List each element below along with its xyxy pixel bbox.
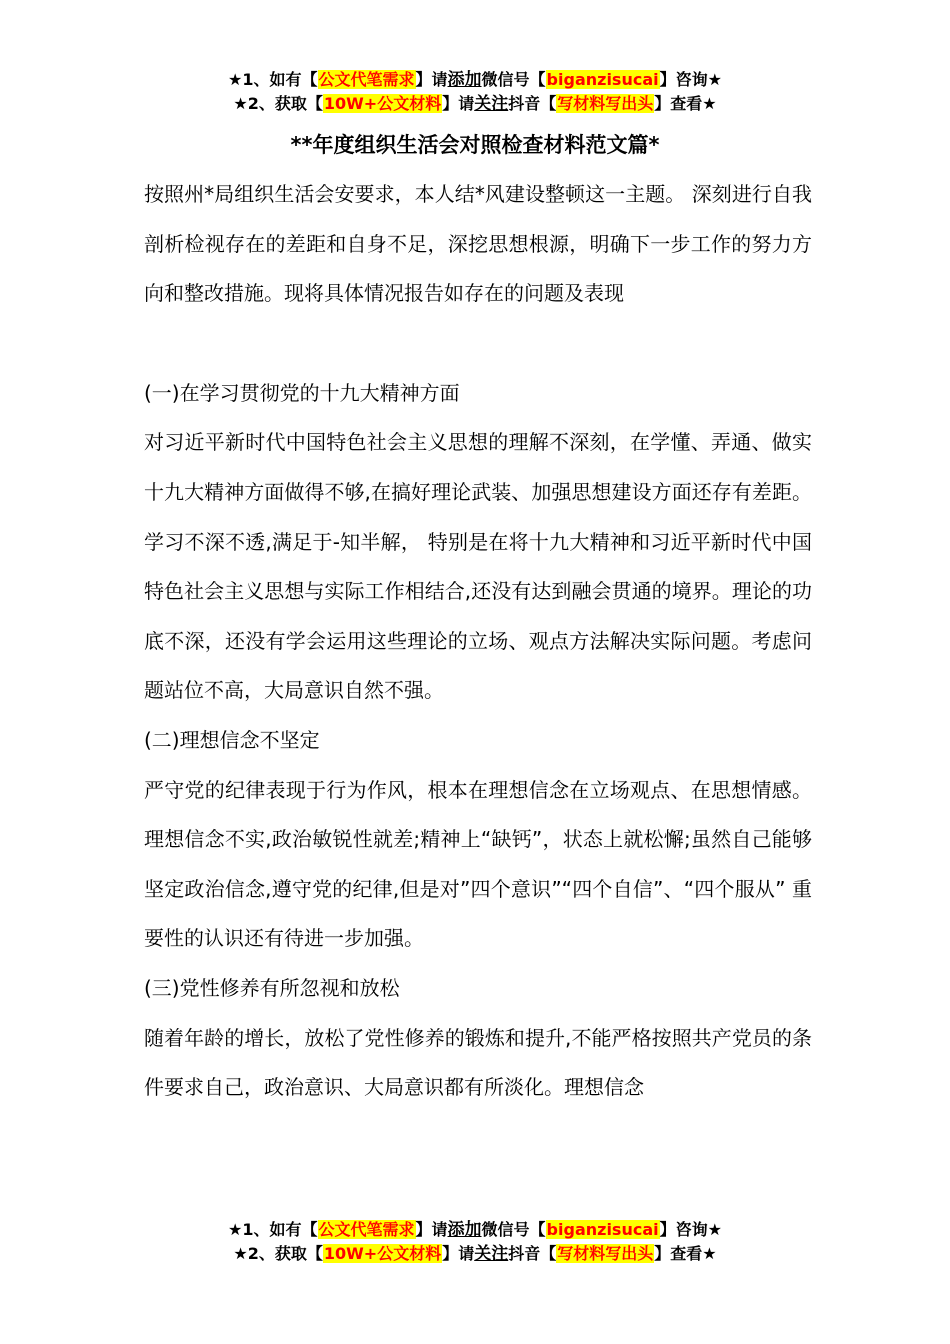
promo-text: ★1、如有【	[228, 70, 318, 89]
promo-text: 微信号【	[481, 1220, 546, 1239]
promo-text: 抖音【	[508, 94, 557, 113]
promo-follow-text: 关注	[474, 94, 509, 114]
promo-line-2	[0, 92, 950, 116]
promo-text: ★2、获取【	[233, 94, 323, 113]
promo-text: 微信号【	[481, 70, 546, 89]
section-heading: (一)在学习贯彻党的十九大精神方面	[144, 380, 460, 405]
promo-highlight-service: 公文代笔需求	[318, 1220, 415, 1239]
promo-text: 】请	[442, 94, 475, 113]
promo-banner-top	[0, 68, 950, 116]
promo-highlight-wechat-id: biganzisucai	[546, 1220, 659, 1239]
promo-text: 】咨询★	[659, 70, 722, 89]
promo-text: 抖音【	[508, 1244, 557, 1263]
promo-text: 】咨询★	[659, 1220, 722, 1239]
promo-highlight-materials: 10W+公文材料	[323, 1244, 442, 1263]
promo-highlight-douyin-id: 写材料写出头	[557, 94, 654, 113]
document-title: **年度组织生活会对照检查材料范文篇*	[290, 133, 660, 157]
promo-add-text: 添加	[447, 1220, 482, 1240]
promo-highlight-service: 公文代笔需求	[318, 70, 415, 89]
promo-line-1	[0, 68, 950, 92]
section-body: 严守党的纪律表现于行为作风，根本在理想信念在立场观点、在思想情感。理想信念不实,政治敏锐性就差;精神上“缺钙”，状态上就松懈;虽然自己能够坚定政治信念,遵守党的纪律,但是对”四个意识”“四个自信”、“四个服从” 重要性的认识还有待进一步加强。	[144, 777, 812, 951]
section-heading: (三)党性修养有所忽视和放松	[144, 975, 400, 1000]
promo-banner-bottom	[0, 1218, 950, 1266]
paragraph-gap	[144, 319, 812, 369]
promo-text: 】请	[442, 1244, 475, 1263]
section-heading: (二)理想信念不坚定	[144, 727, 320, 752]
section-body: 随着年龄的增长，放松了党性修养的锻炼和提升,不能严格按照共产党员的条件要求自己，政治意识、大局意识都有所淡化。理想信念	[144, 1025, 812, 1100]
promo-highlight-douyin-id: 写材料写出头	[557, 1244, 654, 1263]
promo-line-1	[0, 1218, 950, 1242]
promo-text: 】请	[415, 70, 448, 89]
intro-paragraph: 按照州*局组织生活会安要求，本人结*风建设整顿这一主题。 深刻进行自我剖析检视存在的差距和自身不足，深挖思想根源，明确下一步工作的努力方向和整改措施。现将具体情况报告如存在的问题及表现	[144, 182, 812, 306]
document-body	[144, 170, 812, 1113]
section-body: 对习近平新时代中国特色社会主义思想的理解不深刻，在学懂、弄通、做实十九大精神方面做得不够,在搞好理论武装、加强思想建设方面还存有差距。学习不深不透,满足于-知半解， 特别是在将十九大精神和习近平新时代中国特色社会主义思想与实际工作相结合,还没有达到融会贯通的境界。理论的功底不深，还没有学会运用这些理论的立场、观点方法解决实际问题。考虑问题站位不高，大局意识自然不强。	[144, 430, 812, 703]
promo-text: 】请	[415, 1220, 448, 1239]
promo-text: ★1、如有【	[228, 1220, 318, 1239]
promo-highlight-wechat-id: biganzisucai	[546, 70, 659, 89]
promo-highlight-materials: 10W+公文材料	[323, 94, 442, 113]
promo-add-text: 添加	[447, 70, 482, 90]
promo-follow-text: 关注	[474, 1244, 509, 1264]
promo-text: 】查看★	[654, 1244, 717, 1263]
promo-text: ★2、获取【	[233, 1244, 323, 1263]
promo-line-2	[0, 1242, 950, 1266]
promo-text: 】查看★	[654, 94, 717, 113]
